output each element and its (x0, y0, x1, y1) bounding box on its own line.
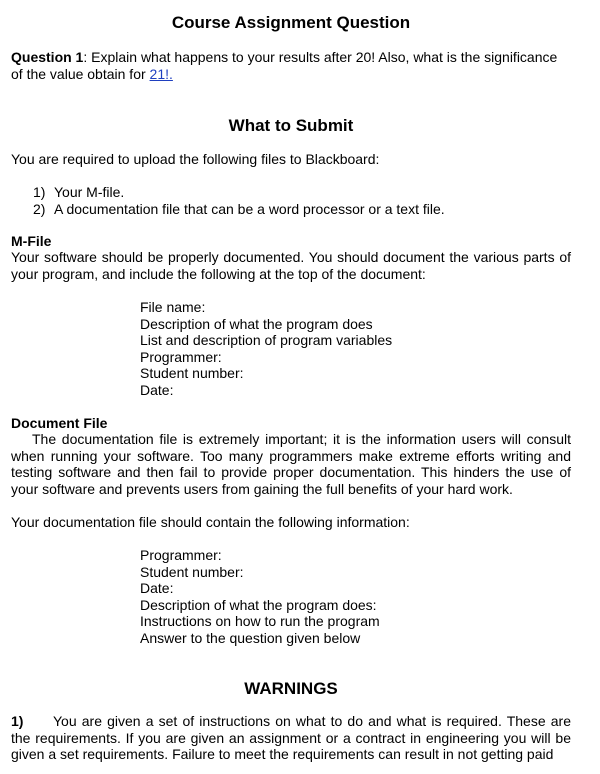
mfile-field-list (140, 299, 560, 398)
warning-item (11, 713, 571, 763)
docfile-text: The documentation file is extremely important; it is the information users will consult when running your software. Too many programmers make extreme efforts writing and testing software and then fail to provide proper documentation. This hinders the use of your software and prevents users from gaining the full benefits of your hard work. (11, 431, 571, 497)
list-item (33, 184, 573, 201)
mfile-heading: M-File (11, 233, 52, 249)
docfile-field: Programmer: (140, 547, 222, 563)
page-title: Course Assignment Question (171, 13, 411, 32)
list-item-number: 1) (33, 184, 46, 200)
mfile-field: List and description of program variables (140, 332, 393, 348)
submit-list (33, 184, 573, 217)
mfile-paragraph: Your software should be properly documented. You should document the various parts of your program, and include the following at the top of the document: (11, 249, 571, 282)
docfile-field-list (140, 547, 560, 646)
docfile-paragraph (11, 431, 571, 497)
mfile-field: Student number: (140, 365, 244, 381)
docfile-field: Student number: (140, 563, 244, 580)
docfile-field: Instructions on how to run the program (140, 613, 380, 629)
submit-heading: What to Submit (228, 116, 354, 135)
mfile-field: Description of what the program does (140, 315, 373, 332)
submit-intro: You are required to upload the following files to Blackboard: (11, 151, 380, 167)
question-label: Question 1 (11, 49, 84, 65)
list-item-number: 2) (33, 200, 46, 217)
docfile-heading: Document File (11, 415, 108, 431)
list-item-text: A documentation file that can be a word processor or a text file. (54, 200, 445, 217)
question-paragraph (11, 49, 571, 82)
docfile-field: Date: (140, 580, 174, 596)
mfile-field: File name: (140, 299, 206, 315)
warning-number: 1) (11, 713, 24, 729)
docfile-intro: Your documentation file should contain the following information: (11, 514, 410, 530)
warning-text: You are given a set of instructions on what to do and what is required. These are the requirements. If you are given an assignment or a contract in engineering you will be given a set requirements. Failure to meet the requirements can result in not getting paid (11, 713, 571, 762)
list-item (33, 201, 573, 218)
list-item-text: Your M-file. (54, 184, 125, 200)
question-text: : Explain what happens to your results after 20! Also, what is the significance of the value obtain for (11, 49, 558, 82)
docfile-field: Answer to the question given below (140, 629, 361, 646)
mfile-field: Programmer: (140, 348, 222, 365)
warnings-heading: WARNINGS (244, 679, 338, 698)
question-link[interactable]: 21!. (149, 65, 173, 82)
docfile-field: Description of what the program does: (140, 596, 377, 613)
mfile-field: Date: (140, 381, 174, 398)
